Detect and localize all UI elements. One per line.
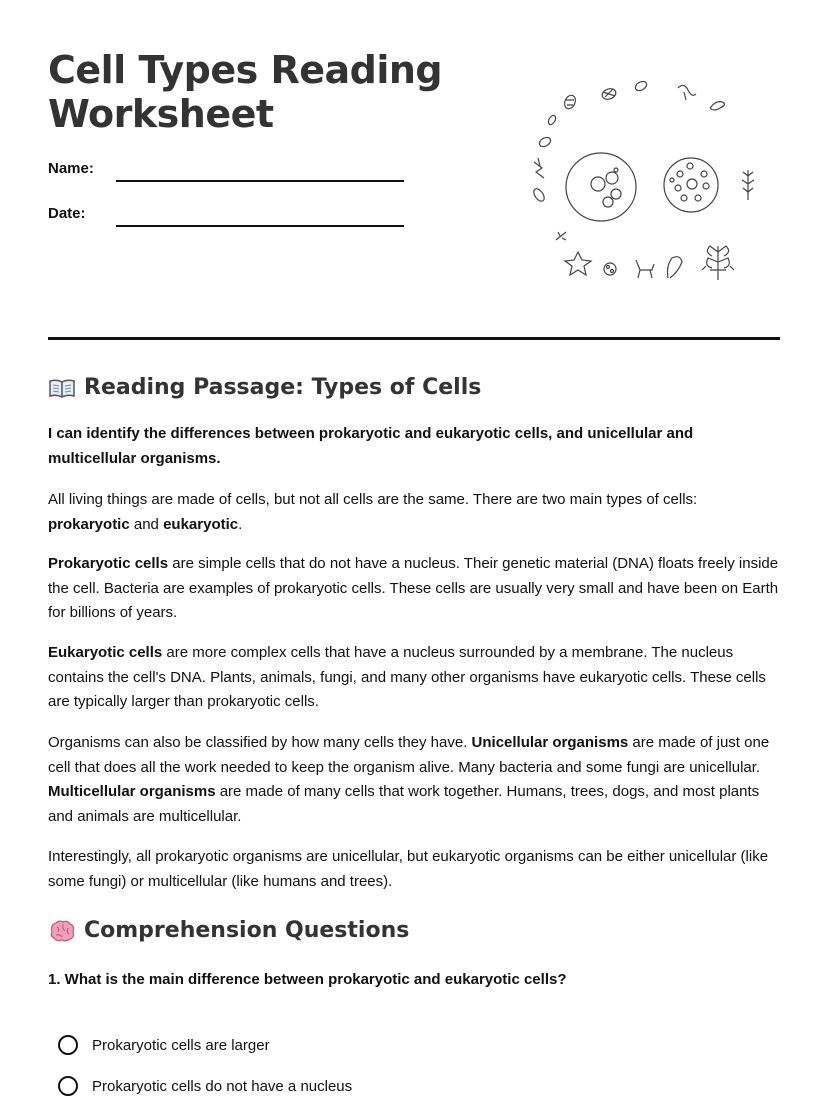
date-field[interactable] [116, 225, 404, 227]
option-label: Prokaryotic cells do not have a nucleus [92, 1077, 353, 1095]
name-label: Name: [48, 160, 94, 177]
learning-objective: I can identify the differences between prokaryotic and eukaryotic cells, and unicellular and multicellular organisms. [48, 425, 694, 467]
passage-heading-text: Reading Passage: Types of Cells [84, 375, 482, 400]
header-divider [48, 337, 780, 340]
open-book-icon [48, 376, 76, 400]
radio-button[interactable] [58, 1076, 78, 1096]
brain-icon [48, 919, 76, 943]
cells-illustration [520, 70, 790, 290]
question-1: 1. What is the main difference between prokaryotic and eukaryotic cells? [48, 971, 567, 988]
option-label: Prokaryotic cells are larger [92, 1036, 270, 1054]
passage-paragraph-3: Eukaryotic cells are more complex cells that have a nucleus surrounded by a membrane. The nucleus contains the cell's DNA. Plants, animals, fungi, and many other organisms have eukaryotic cells. These cells are typically larger than prokaryotic cells. [48, 644, 766, 710]
passage-heading [48, 375, 481, 400]
questions-heading-text: Comprehension Questions [84, 918, 410, 943]
passage-paragraph-1: All living things are made of cells, but not all cells are the same. There are two main types of cells: prokaryotic and eukaryotic. [48, 491, 698, 533]
passage-paragraph-5: Interestingly, all prokaryotic organisms are unicellular, but eukaryotic organisms can be either unicellular (like some fungi) or multicellular (like humans and trees). [48, 848, 769, 890]
question-1-option-a[interactable] [58, 1035, 270, 1055]
passage-paragraph-4: Organisms can also be classified by how many cells they have. Unicellular organisms are made of just one cell that does all the work needed to keep the organism alive. Many bacteria and some fungi are unicellular. Multicellular organisms are made of many cells that work together. Humans, trees, dogs, and most plants and animals are multicellular. [48, 734, 770, 825]
name-field[interactable] [116, 180, 404, 182]
title-line-2: Worksheet [48, 92, 274, 136]
worksheet-title [48, 48, 442, 136]
radio-button[interactable] [58, 1035, 78, 1055]
question-1-option-b[interactable] [58, 1076, 352, 1096]
passage-paragraph-2: Prokaryotic cells are simple cells that do not have a nucleus. Their genetic material (DNA) floats freely inside the cell. Bacteria are examples of prokaryotic cells. These cells are usually very small and have been on Earth for billions of years. [48, 555, 779, 621]
questions-heading [48, 918, 409, 943]
title-line-1: Cell Types Reading [48, 48, 443, 92]
date-label: Date: [48, 205, 86, 222]
